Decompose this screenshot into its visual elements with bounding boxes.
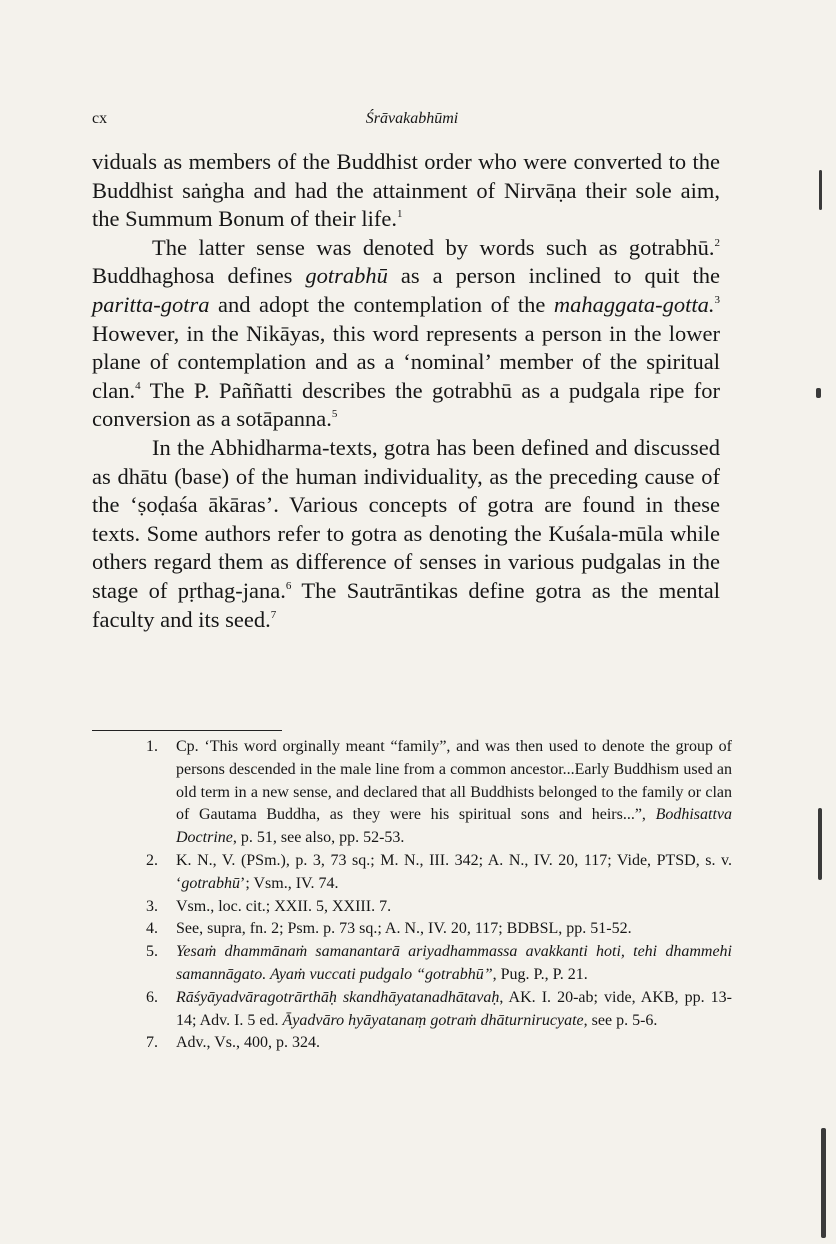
scan-mark [821,1128,826,1238]
footnote-7: 7. Adv., Vs., 400, p. 324. [146,1034,321,1052]
footnote-ref-7: 7 [270,608,277,621]
paragraph-1: viduals as members of the Buddhist order who were converted to the Buddhist saṅgha and had the attainment of Nirvāṇa their sole aim, the Summum Bonum of their life.$^1$ [92,149,720,232]
main-text [92,148,720,634]
footnotes [92,736,732,1055]
scan-mark [818,808,822,880]
paragraph-2: The latter sense was denoted by words such as gotrabhū.$^2$ Buddhaghosa defines gotrabhū as a person inclined to quit the paritta-gotra and adopt the contemplation of the mahaggata-gotta.$^3$ However, in the Nikāyas, this word represents a person in the lower plane of contemplation and as a ‘nominal’ member of the spiritual clan.$^4$ The P. Paññatti describes the gotrabhū as a pudgala ripe for conversion as a sotāpanna.$^5$ [92,234,720,432]
footnote-ref-4: 4 [135,379,141,392]
footnote-2: 2. K. N., V. (PSm.), p. 3, 73 sq.; M. N., III. 342; A. N., IV. 20, 117; Vide, PTSD, s. v. ‘gotrabhū’; Vsm., IV. 74. [146,851,732,892]
footnote-1: 1. Cp. ‘This word orginally meant “family”, and was then used to denote the group of persons descended in the male line from a common ancestor...Early Buddhism used an old term in a new sense, and declared that all Buddhists belonged to the family or clan of Gautama Buddha, as they were his spiritual sons and heirs...”, Bodhisattva Doctrine, p. 51, see also, pp. 52-53. [146,738,732,847]
footnote-ref-6: 6 [285,579,292,592]
running-title: Śrāvakabhūmi [365,110,459,127]
footnote-3: 3. Vsm., loc. cit.; XXII. 5, XXIII. 7. [146,897,392,915]
footnote-5: 5. Yesaṁ dhammānaṁ samanantarā ariyadhammassa avakkanti hoti, tehi dhammehi samannāgato. Ayaṁ vuccati pudgalo “gotrabhū”, Pug. P., P. 21. [146,943,732,983]
footnote-divider [92,730,282,731]
scan-mark [816,388,821,398]
paragraph-3: In the Abhidharma-texts, gotra has been defined and discussed as dhātu (base) of the human individuality, as the preceding cause of the ‘ṣoḍaśa ākāras’. Various concepts of gotra are found in these texts. Some authors refer to gotra as denoting the Kuśala-mūla while others regard them as difference of senses in various pudgalas in the stage of pṛthag-jana.$^6$ The Sautrāntikas define gotra as the mental faculty and its seed.$^7$ [92,434,720,632]
footnote-ref-3: 3 [714,293,720,306]
footnote-ref-1: 1 [396,208,403,221]
page-number: cx [92,110,108,127]
footnote-ref-2: 2 [714,236,720,249]
footnote-ref-5: 5 [331,408,338,421]
scan-mark [819,170,822,210]
footnote-4: 4. See, supra, fn. 2; Psm. p. 73 sq.; A. N., IV. 20, 117; BDBSL, pp. 51-52. [146,920,632,938]
footnote-6: 6. Rāśyāyadvāragotrārthāḥ skandhāyatanadhātavaḥ, AK. I. 20-ab; vide, AKB, pp. 13-14; Adv. I. 5 ed. Āyadvāro hyāyatanaṃ gotraṁ dhāturnirucyate, see p. 5-6. [146,988,732,1029]
